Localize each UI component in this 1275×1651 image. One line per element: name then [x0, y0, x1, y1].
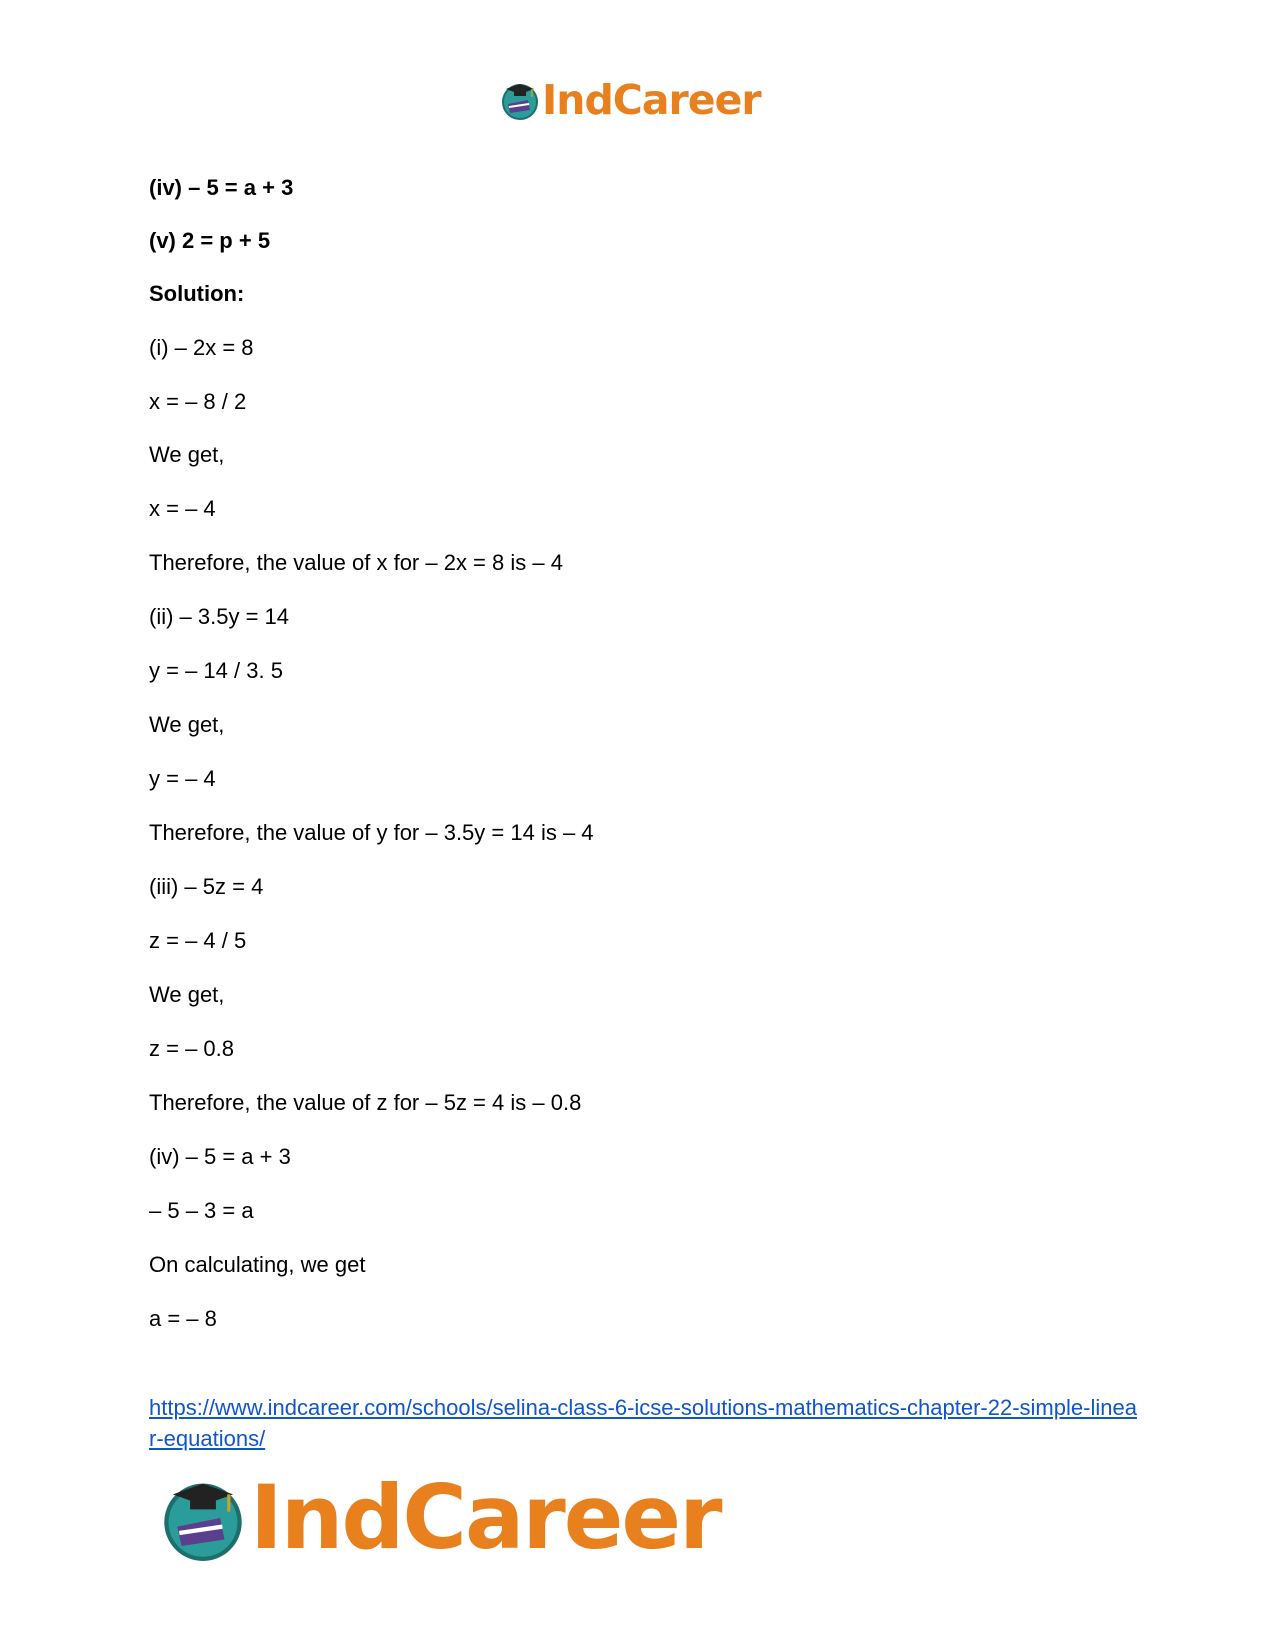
solution-line: We get,: [149, 442, 225, 467]
solution-line: y = – 14 / 3. 5: [149, 658, 283, 683]
question-part-iv: (iv) – 5 = a + 3: [149, 175, 294, 200]
solution-line: (i) – 2x = 8: [149, 335, 254, 360]
solution-line: – 5 – 3 = a: [149, 1198, 254, 1223]
solution-line: z = – 4 / 5: [149, 928, 247, 953]
solution-line: a = – 8: [149, 1306, 217, 1331]
header-logo: [500, 76, 761, 124]
solution-line: On calculating, we get: [149, 1252, 366, 1277]
solution-line: We get,: [149, 712, 225, 737]
solution-line: x = – 4: [149, 496, 216, 521]
source-url-link[interactable]: https://www.indcareer.com/schools/selina-class-6-icse-solutions-mathematics-chapter-22-simple-linear-equations/: [149, 1395, 1137, 1451]
solution-line: (ii) – 3.5y = 14: [149, 604, 290, 629]
solution-line: Therefore, the value of x for – 2x = 8 is – 4: [149, 550, 563, 575]
solution-line: (iii) – 5z = 4: [149, 874, 264, 899]
logo-text: IndCareer: [250, 1466, 721, 1569]
solution-line: Therefore, the value of z for – 5z = 4 is – 0.8: [149, 1090, 582, 1115]
solution-line: y = – 4: [149, 766, 216, 791]
globe-graduate-icon: [500, 80, 540, 120]
solution-line: x = – 8 / 2: [149, 389, 247, 414]
footer-logo: [160, 1466, 721, 1569]
solution-line: We get,: [149, 982, 225, 1007]
solution-line: (iv) – 5 = a + 3: [149, 1144, 291, 1169]
solution-line: Therefore, the value of y for – 3.5y = 14 is – 4: [149, 820, 594, 845]
solution-heading: Solution:: [149, 281, 245, 306]
globe-graduate-icon: [160, 1475, 246, 1561]
logo-text: IndCareer: [542, 76, 761, 124]
solution-line: z = – 0.8: [149, 1036, 235, 1061]
question-part-v: (v) 2 = p + 5: [149, 228, 271, 253]
